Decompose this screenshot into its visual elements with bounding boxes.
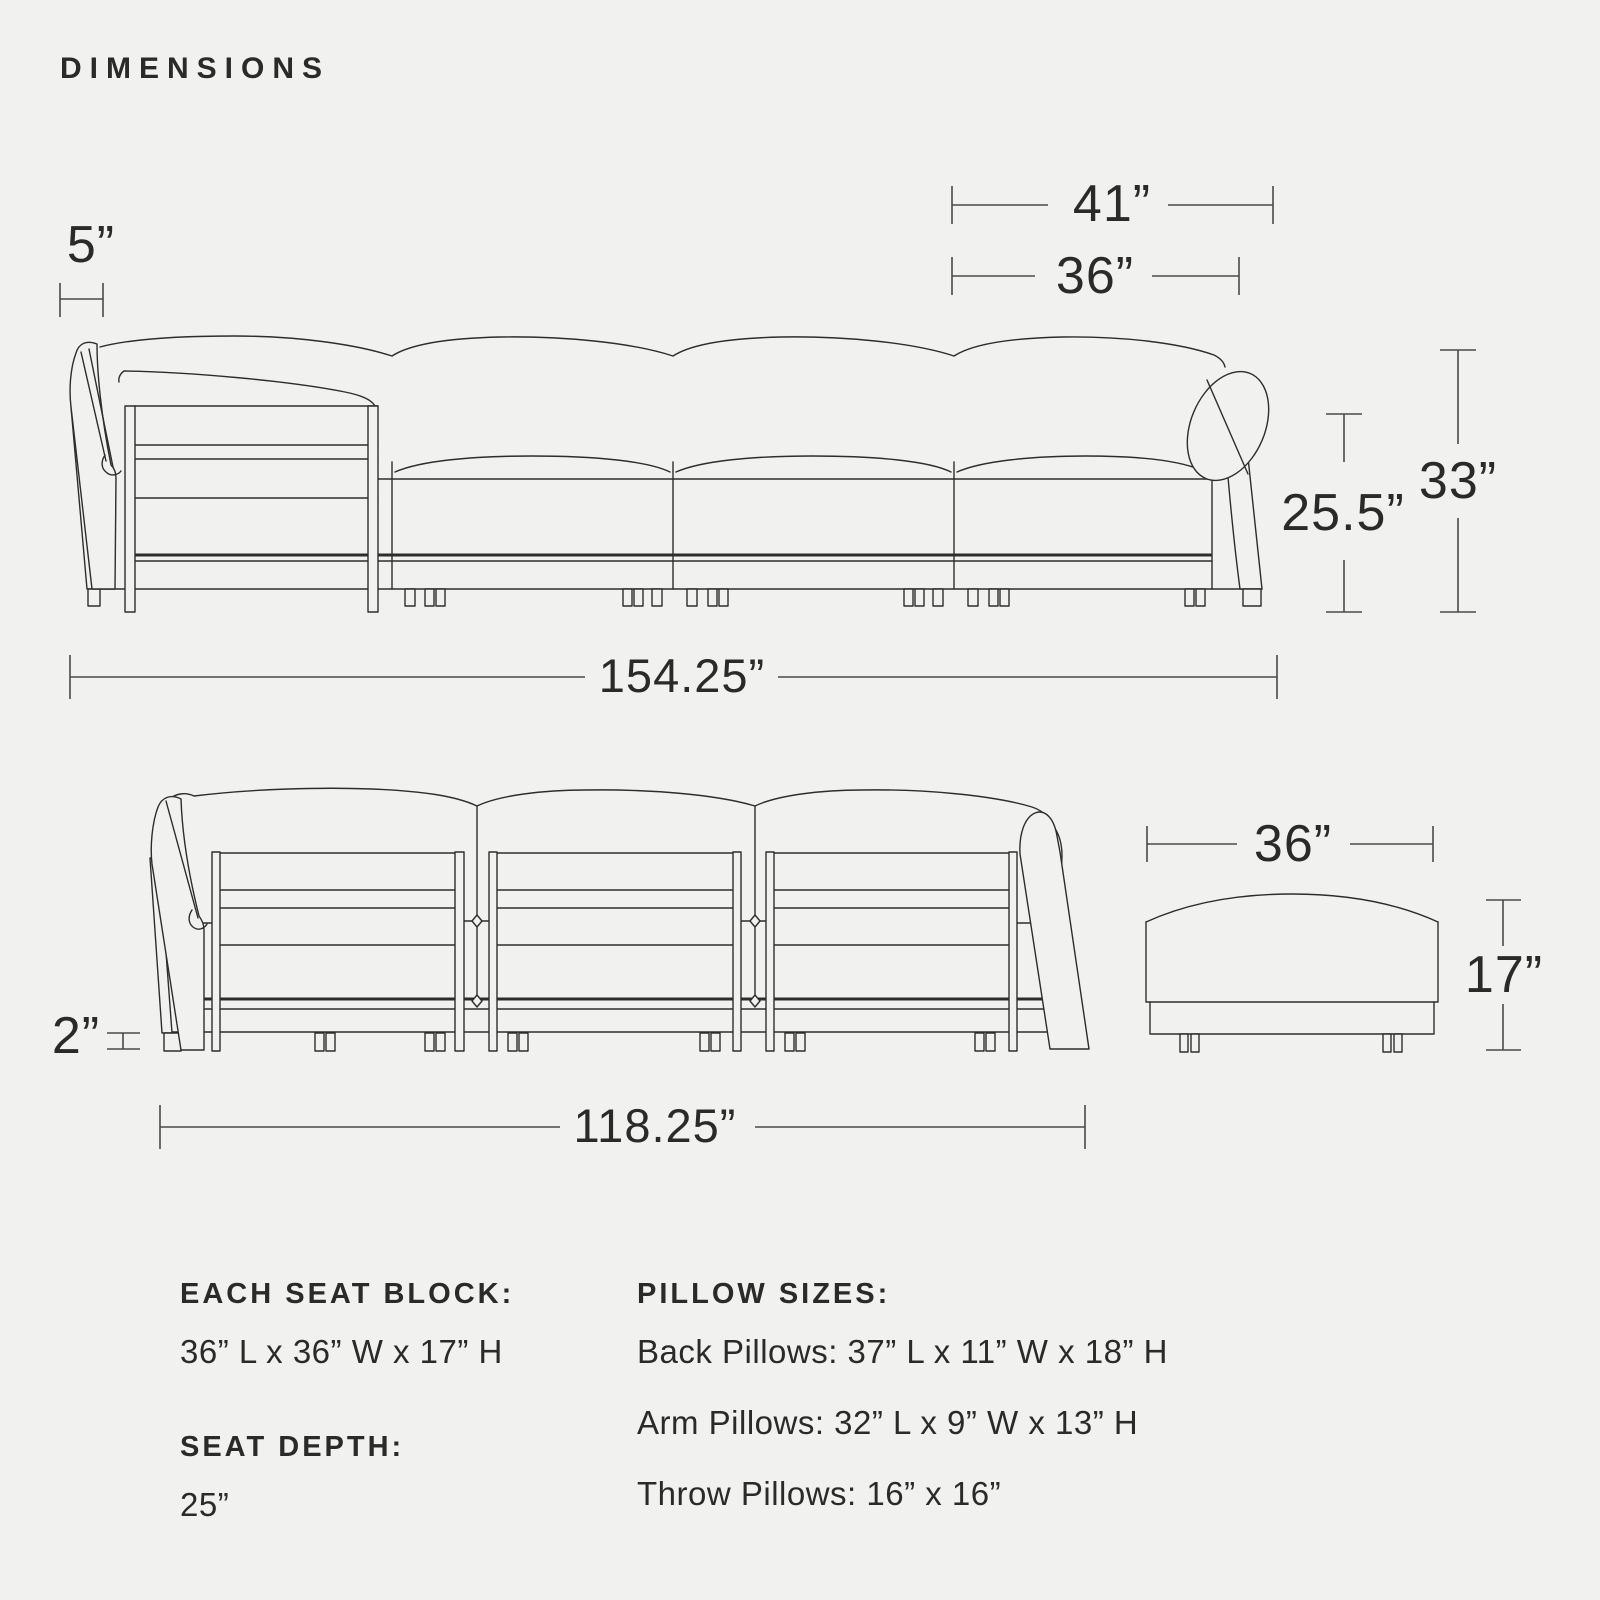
front-bolster-pillow — [1172, 359, 1285, 493]
front-left-panel-foot — [88, 589, 100, 606]
page-title: DIMENSIONS — [60, 52, 331, 85]
front-corner-frame-post-left — [125, 406, 135, 612]
front-legs — [405, 589, 1205, 606]
dim-arm-width-lines — [60, 283, 103, 317]
pillow-size-arm: Arm Pillows: 32” L x 9” W x 13” H — [637, 1404, 1139, 1441]
dim-seat-width-label: 36” — [1055, 247, 1135, 305]
back-frame-rails — [219, 853, 1009, 945]
seat-block-value: 36” L x 36” W x 17” H — [180, 1333, 503, 1370]
back-frame-post — [489, 852, 497, 1051]
dim-back-total-width-label: 118.25” — [573, 1099, 737, 1152]
front-module-seams — [392, 462, 1212, 589]
dim-seat-arm-width-label: 41” — [1072, 175, 1152, 233]
seat-block-heading: EACH SEAT BLOCK: — [180, 1278, 515, 1310]
pillow-size-throw: Throw Pillows: 16” x 16” — [637, 1475, 1002, 1512]
back-right-arm — [1020, 812, 1089, 1049]
dim-ottoman-width-label: 36” — [1253, 815, 1333, 873]
pillow-sizes-heading: PILLOW SIZES: — [637, 1278, 891, 1310]
front-back-cushion-outline — [100, 336, 1225, 367]
back-frame-post — [1009, 852, 1017, 1051]
sofa-back-elevation — [150, 788, 1089, 1051]
pillow-size-back: Back Pillows: 37” L x 11” W x 18” H — [637, 1333, 1168, 1370]
front-corner-frame-post-right — [368, 406, 378, 612]
dim-total-width-label: 154.25” — [598, 649, 766, 702]
front-view-dimensions — [60, 175, 1497, 702]
dim-ottoman-height-label: 17” — [1464, 946, 1544, 1004]
dim-leg-height-label: 2” — [51, 1007, 101, 1065]
sofa-front-elevation — [70, 336, 1284, 612]
back-frame-post — [212, 852, 220, 1051]
dim-arm-width-label: 5” — [66, 216, 116, 274]
front-corner-frame-rails — [135, 406, 378, 498]
spec-column-right — [637, 1278, 1257, 1513]
ottoman-body — [1146, 922, 1438, 1002]
seat-depth-value: 25” — [180, 1486, 230, 1523]
back-junction-clips — [472, 915, 760, 1007]
dim-back-height-label: 25.5” — [1281, 484, 1405, 542]
back-legs — [315, 1033, 995, 1051]
front-right-arm-foot — [1243, 589, 1261, 606]
back-frame-post — [455, 852, 464, 1051]
back-junction-seams — [200, 806, 1030, 999]
back-view-dimensions — [52, 1007, 1085, 1152]
back-frame-post — [766, 852, 774, 1051]
spec-column-left — [180, 1278, 600, 1524]
ottoman-top — [1146, 894, 1438, 922]
front-seat-cushions — [395, 456, 1201, 472]
dim-total-height-label: 33” — [1418, 452, 1498, 510]
seat-depth-heading: SEAT DEPTH: — [180, 1431, 405, 1463]
front-corner-cushion-curve — [119, 371, 375, 406]
dim-leg-height-lines — [107, 1033, 140, 1049]
ottoman-elevation — [1146, 815, 1543, 1052]
back-frame-post — [733, 852, 741, 1051]
ottoman-plinth — [1150, 1002, 1434, 1034]
back-cushion-outline — [168, 788, 1046, 816]
ottoman-legs — [1180, 1034, 1402, 1052]
